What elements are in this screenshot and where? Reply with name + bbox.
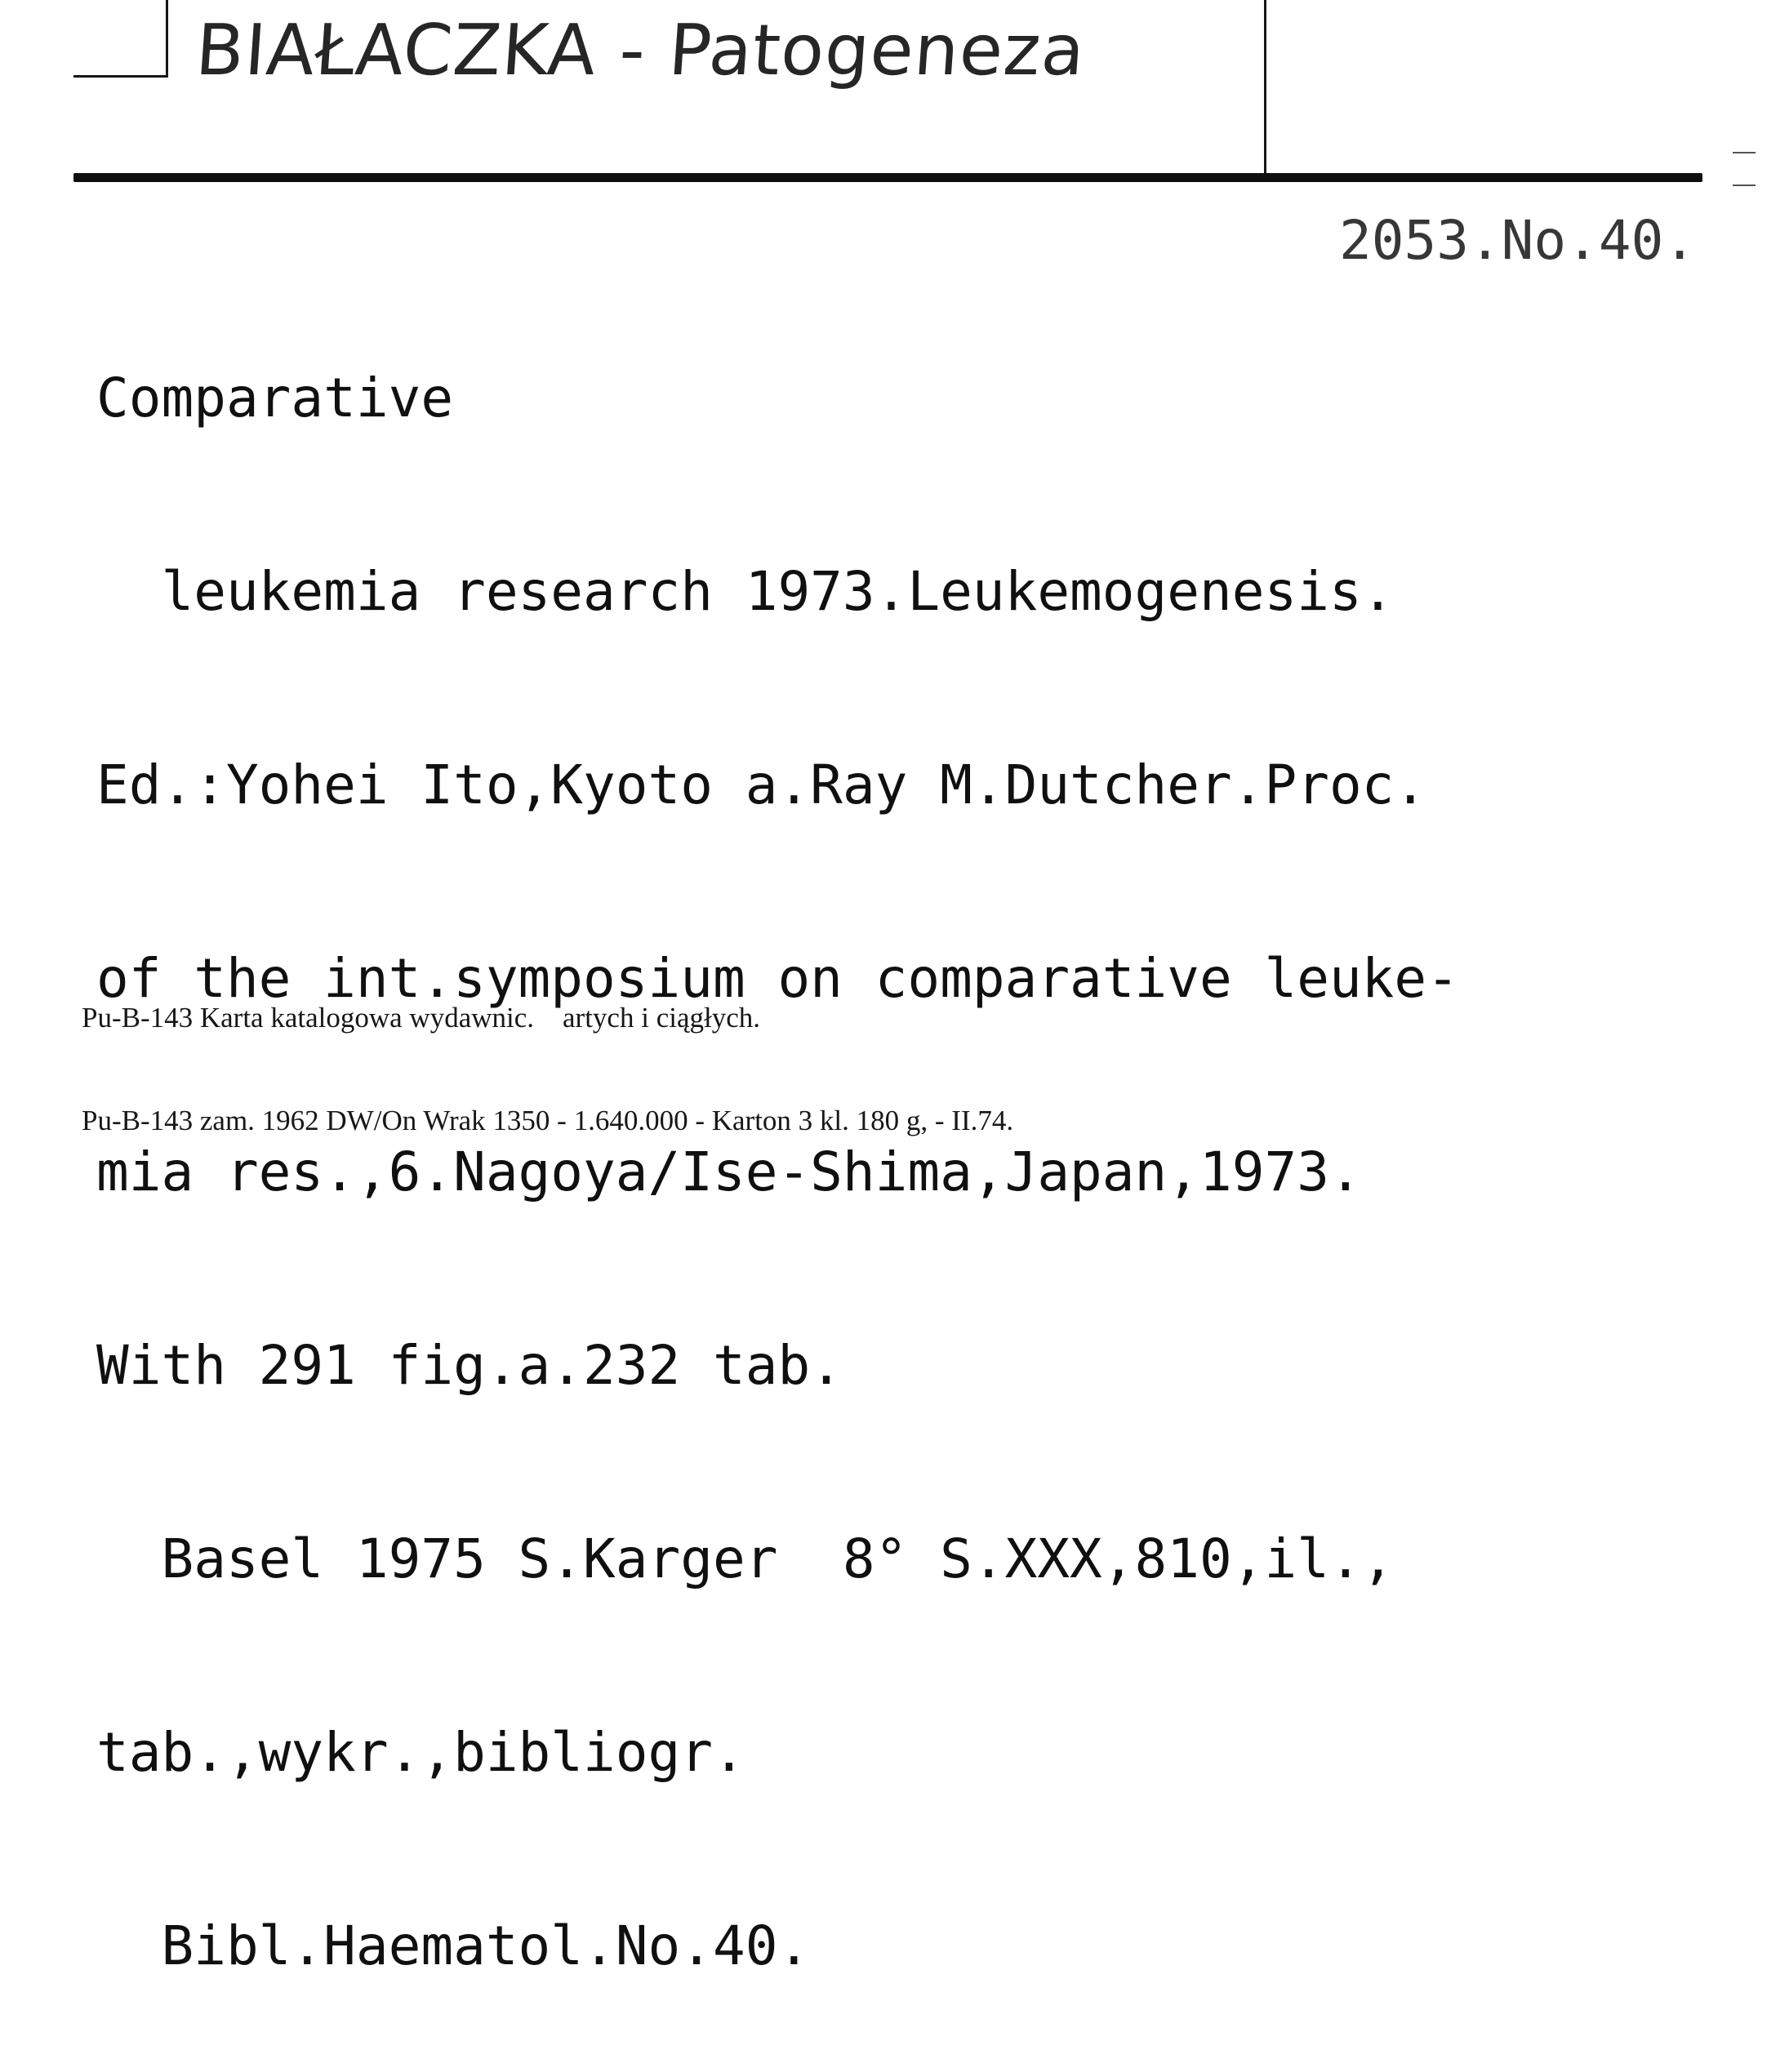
left-vertical-rule [166, 0, 168, 78]
entry-line: of the int.symposium on comparative leuke- [96, 947, 1459, 1010]
subject-heading: BIAŁACZKA - Patogeneza [193, 10, 1088, 91]
entry-line: Bibl.Haematol.No.40. [96, 1914, 811, 1977]
heading-divider [73, 173, 1702, 182]
right-vertical-rule [1264, 0, 1266, 173]
edge-mark [1733, 152, 1756, 153]
imprint-line: Pu-B-143 zam. 1962 DW/On Wrak 1350 - 1.640.000 - Karton 3 kl. 180 g, - II.74. [82, 1105, 1014, 1136]
entry-line: Basel 1975 S.Karger 8° S.XXX,810,il., [96, 1527, 1395, 1590]
heading-area [0, 0, 1789, 192]
imprint-line: Pu-B-143 Karta katalogowa wydawnic. artych i ciągłych. [82, 1002, 760, 1034]
entry-line: With 291 fig.a.232 tab. [96, 1334, 843, 1397]
entry-line: leukemia research 1973.Leukemogenesis. [96, 560, 1395, 623]
card-imprint [82, 932, 1013, 1207]
entry-line: Comparative [96, 367, 454, 429]
entry-line: tab.,wykr.,bibliogr. [96, 1721, 745, 1784]
call-number: 2053.No.40. [1339, 209, 1697, 272]
edge-mark [1733, 185, 1756, 186]
entry-line: Ed.:Yohei Ito,Kyoto a.Ray M.Dutcher.Proc. [96, 754, 1427, 816]
entry-line: mia res.,6.Nagoya/Ise-Shima,Japan,1973. [96, 1140, 1362, 1203]
left-short-rule [73, 75, 167, 78]
